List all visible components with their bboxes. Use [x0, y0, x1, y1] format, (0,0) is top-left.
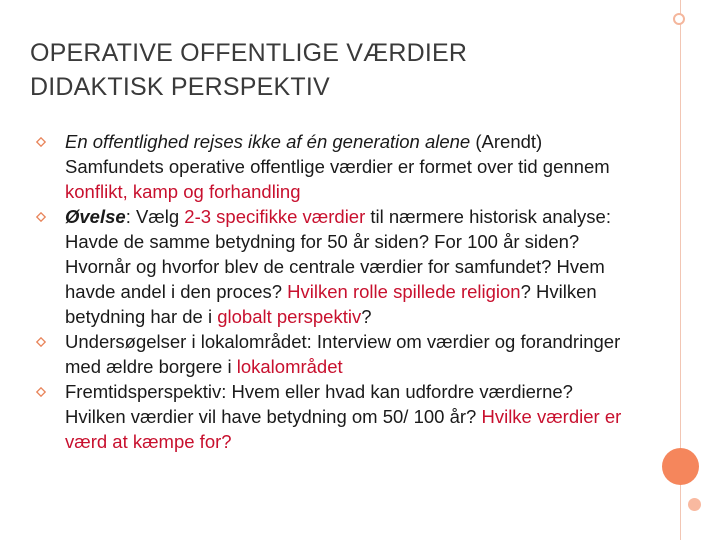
diamond-outline-icon — [36, 212, 46, 222]
bullet-1-highlight: konflikt, kamp og forhandling — [65, 181, 301, 202]
bullet-2-highlight-c: globalt perspektiv — [217, 306, 362, 327]
diamond-outline-icon — [36, 337, 46, 347]
title-line-1: OPERATIVE OFFENTLIGE VÆRDIER — [30, 39, 468, 67]
bullet-2-text-d: ? — [361, 306, 372, 327]
bullet-1-quote: En offentlighed rejses ikke af én generation alene — [65, 131, 471, 152]
bullet-1-text: (Arendt) Samfundets operative offentlige værdier er formet over tid gennem — [65, 131, 610, 177]
bullet-2-text-a: : Vælg — [125, 206, 185, 227]
bullet-2-highlight-a: 2-3 specifikke værdier — [184, 206, 366, 227]
bullet-item-1 — [36, 129, 626, 204]
bullet-list — [36, 129, 626, 454]
bullet-2-text-c: ? Hvilken betydning har de i — [65, 281, 597, 327]
bullet-4-text: Fremtidsperspektiv: Hvem eller hvad kan udfordre værdierne? Hvilken værdier vil have betydning om 50/ 100 år? — [65, 381, 573, 427]
bullet-item-4 — [36, 379, 626, 454]
decorative-ring-top — [673, 13, 685, 25]
bullet-2-lead: Øvelse — [65, 206, 126, 227]
bullet-3-text: Undersøgelser i lokalområdet: Interview om værdier og forandringer med ældre borgere i — [65, 331, 621, 377]
decorative-circle-large — [662, 448, 699, 485]
bullet-item-3 — [36, 329, 626, 379]
page-title — [30, 36, 650, 104]
diamond-outline-icon — [36, 387, 46, 397]
bullet-2-highlight-b: Hvilken rolle spillede religion — [287, 281, 521, 302]
bullet-item-2 — [36, 204, 626, 329]
title-line-2: DIDAKTISK PERSPEKTIV — [30, 73, 330, 101]
bullet-4-highlight: Hvilke værdier er værd at kæmpe for? — [65, 406, 622, 452]
diamond-outline-icon — [36, 137, 46, 147]
bullet-3-highlight: lokalområdet — [236, 356, 343, 377]
bullet-2-text-b: til nærmere historisk analyse: Havde de samme betydning for 50 år siden? For 100 år siden? Hvornår og hvorfor blev de centrale værdier for samfundet? Hvem havde andel i den proces? — [65, 206, 611, 302]
decorative-circle-small — [688, 498, 701, 511]
